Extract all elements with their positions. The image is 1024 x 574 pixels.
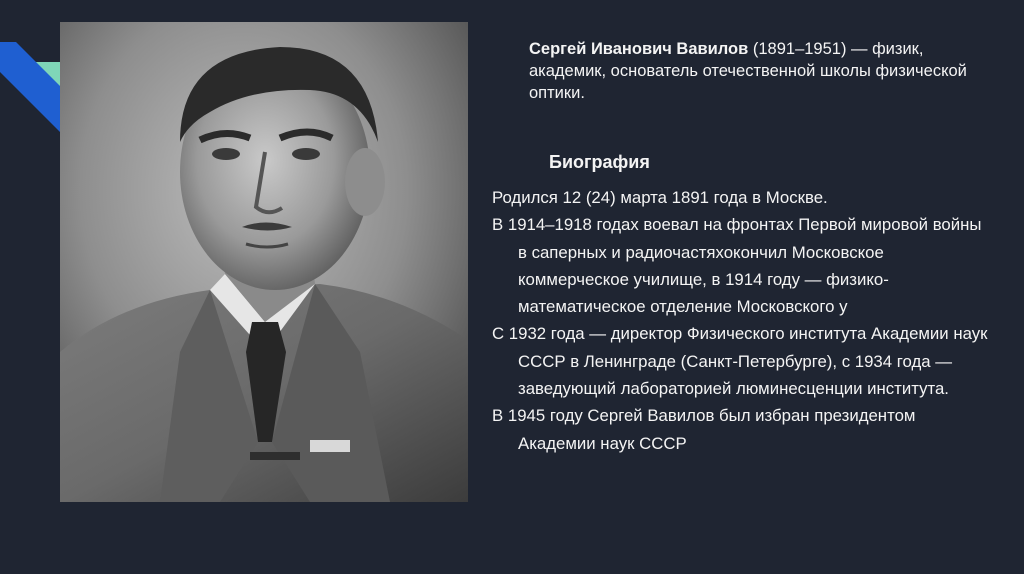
biography-item: В 1945 году Сергей Вавилов был избран президентом Академии наук СССР: [492, 406, 916, 453]
biography-heading: Биография: [549, 152, 650, 172]
biography-item: С 1932 года — директор Физического института Академии наук СССР в Ленинграде (Санкт-Петербурге), с 1934 года — заведующий лабораторией люминесценции института.: [492, 324, 988, 399]
biography-item: В 1914–1918 годах воевал на фронтах Первой мировой войны в саперных и радиочастяхокончил Московское коммерческое училище, в 1914 году — физико-математическое отделение Московского у: [492, 215, 982, 317]
caption-description: (1891–1951) — физик, академик, основатель отечественной школы физической оптики.: [529, 40, 967, 102]
caption-name: Сергей Иванович Вавилов: [529, 40, 749, 58]
biography-list: [492, 184, 992, 457]
accent-stripe-blue: [0, 42, 60, 132]
biography-item: Родился 12 (24) марта 1891 года в Москве.: [492, 188, 828, 207]
portrait-caption: [529, 38, 989, 104]
portrait-photo: [60, 22, 468, 502]
portrait-illustration: [60, 22, 468, 502]
